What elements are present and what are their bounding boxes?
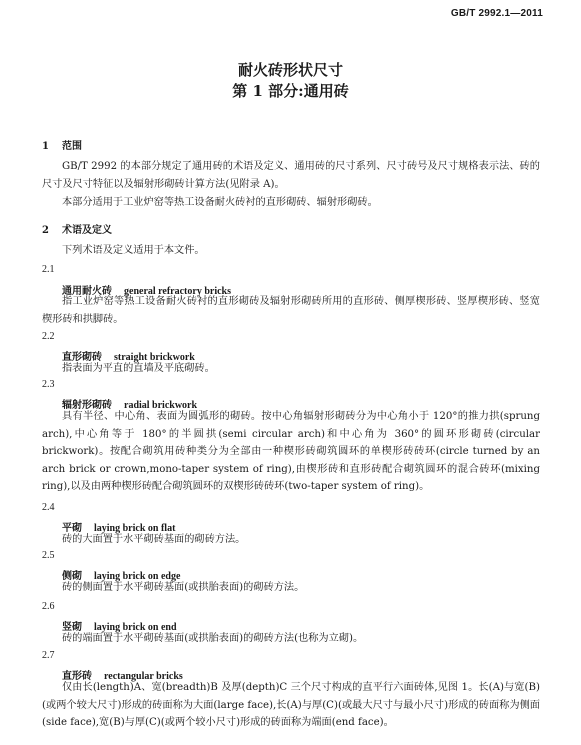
term-english: straight brickwork [114, 352, 195, 363]
term-definition: 指工业炉窑等热工设备耐火砖衬的直形砌砖及辐射形砌砖所用的直形砖、侧厚楔形砖、竖厚楔形砖、竖宽楔形砖和拱脚砖。 [42, 296, 540, 325]
section-1-paragraph-1: GB/T 2992 的本部分规定了通用砖的术语及定义、通用砖的尺寸系列、尺寸砖号及尺寸规格表示法、砖的尺寸及尺寸特征以及辐射形砌砖计算方法(见附录 A)。 [42, 161, 540, 190]
term-chinese: 直形砌砖 [62, 352, 102, 363]
term-number: 2.2 [42, 331, 55, 342]
term-number: 2.6 [42, 601, 55, 612]
section-1-heading [42, 137, 82, 152]
section-2-intro: 下列术语及定义适用于本文件。 [62, 245, 205, 256]
term-english: general refractory bricks [124, 286, 231, 297]
term-definition: 具有半径、中心角、表面为圆弧形的砌砖。按中心角辐射形砌砖分为中心角小于 120°的推力拱(sprung arch),中心角等于 180°的半圆拱(semi circular arch)和中心角为 360°的圆环形砌砖(circular brickwork)。按配合砌筑用砖种类分为全部由一种楔形砖砌筑圆环的单楔形砖砖环(circle turned by an arch brick or crown,mono-taper system of ring),由楔形砖和直形砖配合砌筑圆环的混合砖环(mixing ring),以及由两种楔形砖配合砌筑圆环的双楔形砖砖环(two-taper system of ring)。 [42, 411, 540, 493]
term-number: 2.3 [42, 379, 55, 390]
term-chinese: 平砌 [62, 523, 82, 534]
section-1-paragraph-2: 本部分适用于工业炉窑等热工设备耐火砖衬的直形砌砖、辐射形砌砖。 [62, 197, 378, 208]
term-english: laying brick on end [94, 622, 177, 633]
term-number: 2.4 [42, 502, 55, 513]
term-definition: 砖的大面置于水平砌砖基面的砌砖方法。 [62, 534, 246, 545]
term-chinese: 直形砖 [62, 671, 92, 682]
title-line-2: 第 1 部分:通用砖 [232, 82, 349, 100]
term-english: radial brickwork [124, 400, 198, 411]
section-2-heading [42, 221, 112, 236]
section-title: 术语及定义 [62, 225, 112, 236]
standard-number: GB/T 2992.1—2011 [450, 8, 543, 19]
term-chinese: 竖砌 [62, 622, 82, 633]
term-chinese: 通用耐火砖 [62, 286, 112, 297]
term-number: 2.1 [42, 264, 55, 275]
term-number: 2.5 [42, 550, 55, 561]
section-number: 1 [42, 141, 49, 152]
section-number: 2 [42, 225, 49, 236]
term-definition: 仅由长(length)A、宽(breadth)B 及厚(depth)C 三个尺寸构成的直平行六面砖体,见图 1。长(A)与宽(B)(或两个较大尺寸)形成的砖面称为大面(large face),长(A)与厚(C)(或最大尺寸与最小尺寸)形成的砖面称为侧面(side face),宽(B)与厚(C)(或两个较小尺寸)形成的砖面称为端面(end face)。 [42, 682, 540, 729]
term-definition: 指表面为平直的直墙及平底砌砖。 [62, 363, 215, 374]
term-english: laying brick on flat [94, 523, 176, 534]
title-line-1: 耐火砖形状尺寸 [237, 61, 343, 79]
term-english: rectangular bricks [104, 671, 183, 682]
term-number: 2.7 [42, 650, 55, 661]
term-definition: 砖的端面置于水平砌砖基面(或拱胎表面)的砌砖方法(也称为立砌)。 [62, 633, 364, 644]
term-english: laying brick on edge [94, 571, 181, 582]
term-chinese: 侧砌 [62, 571, 82, 582]
term-chinese: 辐射形砌砖 [62, 400, 112, 411]
document-title [0, 60, 581, 102]
term-definition: 砖的侧面置于水平砌砖基面(或拱胎表面)的砌砖方法。 [62, 582, 305, 593]
section-title: 范围 [62, 141, 82, 152]
